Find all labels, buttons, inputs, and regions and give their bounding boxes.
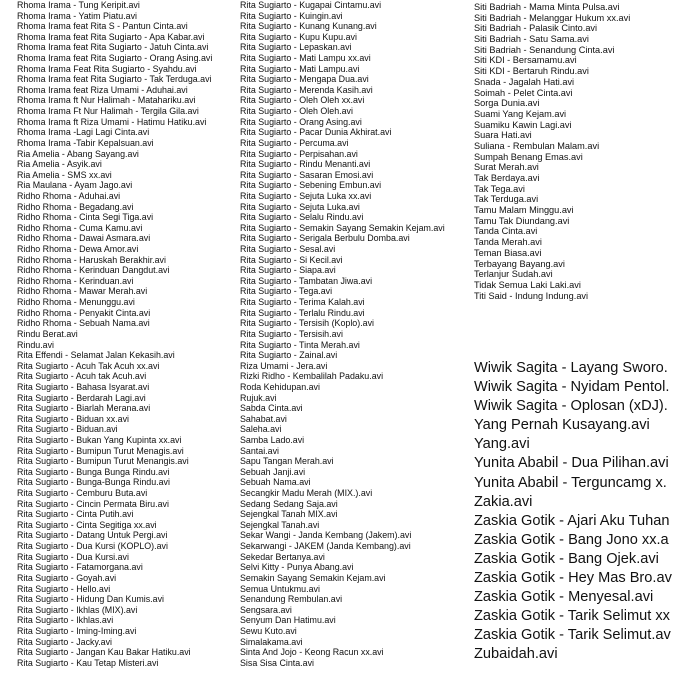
file-list-item[interactable]: Sedang Sedang Saja.avi <box>240 498 338 509</box>
file-list-item-large[interactable]: Wiwik Sagita - Nyidam Pentol. <box>474 379 670 396</box>
file-list-item[interactable]: Rhoma Irama Feat Rita Sugiarto - Syahdu.avi <box>17 63 197 74</box>
file-list-item[interactable]: Rita Sugiarto - Sesal.avi <box>240 244 336 255</box>
file-list-item[interactable]: Sumpah Benang Emas.avi <box>474 151 583 162</box>
file-list-item[interactable]: Rujuk.avi <box>240 392 277 403</box>
file-list-item[interactable]: Ria Maulana - Ayam Jago.avi <box>17 180 133 191</box>
file-list-item[interactable]: Rita Sugiarto - Hidung Dan Kumis.avi <box>17 594 164 605</box>
file-list-item[interactable]: Ridho Rhoma - Menunggu.avi <box>17 297 135 308</box>
file-list-item[interactable]: Tak Terduga.avi <box>474 194 539 205</box>
file-list-item[interactable]: Rita Sugiarto - Tambatan Jiwa.avi <box>240 275 373 286</box>
file-list-item[interactable]: Sewu Kuto.avi <box>240 625 297 636</box>
file-list-item[interactable]: Ridho Rhoma - Dawai Asmara.avi <box>17 233 151 244</box>
file-list-item[interactable]: Rita Sugiarto - Tega.avi <box>240 286 333 297</box>
file-list-item[interactable]: Suliana - Rembulan Malam.avi <box>474 140 600 151</box>
file-list-item[interactable]: Ridho Rhoma - Aduhai.avi <box>17 190 121 201</box>
file-list-item[interactable]: Rita Sugiarto - Kunang Kunang.avi <box>240 21 377 32</box>
file-list-item[interactable]: Rhoma Irama feat Rita S - Pantun Cinta.avi <box>17 21 188 32</box>
file-list-item[interactable]: Rita Sugiarto - Fatamorgana.avi <box>17 562 143 573</box>
file-list-item[interactable]: Rita Sugiarto - Siapa.avi <box>240 265 336 276</box>
file-list-item[interactable]: Rita Sugiarto - Bumipun Turut Menangis.avi <box>17 456 189 467</box>
file-list-item-large[interactable]: Zaskia Gotik - Tarik Selimut xx <box>474 608 670 625</box>
file-list-item[interactable]: Sekedar Bertanya.avi <box>240 551 325 562</box>
file-list-item[interactable]: Rita Sugiarto - Terima Kalah.avi <box>240 297 365 308</box>
file-list-item[interactable]: Rita Sugiarto - Kuingin.avi <box>240 10 343 21</box>
file-list-item-large[interactable]: Yunita Ababil - Dua Pilihan.avi <box>474 455 669 472</box>
file-list-item[interactable]: Tanda Cinta.avi <box>474 226 538 237</box>
file-list-item[interactable]: Sengsara.avi <box>240 604 292 615</box>
file-list-item[interactable]: Rita Sugiarto - Biarlah Merana.avi <box>17 403 151 414</box>
file-list-item[interactable]: Ridho Rhoma - Sebuah Nama.avi <box>17 318 150 329</box>
file-list-item-large[interactable]: Yang.avi <box>474 436 530 453</box>
file-list-item[interactable]: Rita Sugiarto - Lepaskan.avi <box>240 42 352 53</box>
file-list-item[interactable]: Rita Sugiarto - Cinta Putih.avi <box>17 509 134 520</box>
file-list-item[interactable]: Rita Sugiarto - Cincin Permata Biru.avi <box>17 498 169 509</box>
file-list-item[interactable]: Siti Badriah - Senandung Cinta.avi <box>474 44 615 55</box>
file-list-zoomed <box>474 359 700 665</box>
file-list-item[interactable]: Teman Biasa.avi <box>474 247 542 258</box>
file-list-item[interactable]: Rhoma Irama feat Rita Sugiarto - Orang Asing.avi <box>17 53 213 64</box>
file-list-item[interactable]: Rhoma Irama feat Rita Sugiarto - Apa Kabar.avi <box>17 31 205 42</box>
file-list-item[interactable]: Semua Untukmu.avi <box>240 583 320 594</box>
file-list-item-large[interactable]: Wiwik Sagita - Oplosan (xDJ). <box>474 398 668 415</box>
file-list-item[interactable]: Sebuah Janji.avi <box>240 466 306 477</box>
file-list-column-1 <box>17 0 232 668</box>
file-list-item[interactable]: Rita Sugiarto - Kau Tetap Misteri.avi <box>17 657 159 668</box>
file-list-item-large[interactable]: Zubaidah.avi <box>474 646 558 663</box>
file-list-item[interactable]: Rita Sugiarto - Semakin Sayang Semakin Kejam.avi <box>240 222 445 233</box>
file-list-column-3 <box>474 2 700 342</box>
file-list-item[interactable]: Titi Said - Indung Indung.avi <box>474 290 589 301</box>
file-list-item[interactable]: Rita Effendi - Selamat Jalan Kekasih.avi <box>17 350 175 361</box>
file-list-item[interactable]: Tanda Merah.avi <box>474 237 542 248</box>
file-list-item[interactable]: Rhoma Irama feat Rita Sugiarto - Tak Terduga.avi <box>17 74 212 85</box>
file-list-item[interactable]: Rindu Berat.avi <box>17 328 78 339</box>
file-list-item-large[interactable]: Zaskia Gotik - Hey Mas Bro.av <box>474 570 672 587</box>
file-list-item[interactable]: Sabda Cinta.avi <box>240 403 303 414</box>
file-list-item[interactable]: Roda Kehidupan.avi <box>240 381 320 392</box>
file-list-item[interactable]: Ria Amelia - SMS xx.avi <box>17 169 112 180</box>
file-list-item[interactable]: Senandung Rembulan.avi <box>240 594 343 605</box>
file-list-item[interactable]: Sebuah Nama.avi <box>240 477 311 488</box>
file-list-item[interactable]: Rhoma Irama ft Riza Umami - Hatimu Hatiku.avi <box>17 116 207 127</box>
file-list-item[interactable]: Rita Sugiarto - Oleh Oleh xx.avi <box>240 95 365 106</box>
file-list-item[interactable]: Rita Sugiarto - Sebening Embun.avi <box>240 180 382 191</box>
file-list-item[interactable]: Tidak Semua Laki Laki.avi <box>474 279 581 290</box>
file-list-item[interactable]: Rita Sugiarto - Biduan.avi <box>17 424 118 435</box>
file-list-item[interactable]: Rita Sugiarto - Acuh Tak Acuh xx.avi <box>17 360 160 371</box>
file-list-item[interactable]: Rita Sugiarto - Acuh tak Acuh.avi <box>17 371 147 382</box>
file-list-item[interactable]: Rita Sugiarto - Orang Asing.avi <box>240 116 362 127</box>
file-list-item[interactable]: Ridho Rhoma - Dewa Amor.avi <box>17 244 139 255</box>
file-list-item[interactable]: Rita Sugiarto - Sasaran Emosi.avi <box>240 169 374 180</box>
file-list-item[interactable]: Rita Sugiarto - Berdarah Lagi.avi <box>17 392 146 403</box>
file-list-item[interactable]: Sapu Tangan Merah.avi <box>240 456 334 467</box>
file-list-item[interactable]: Rita Sugiarto - Merenda Kasih.avi <box>240 84 373 95</box>
file-list-item[interactable]: Rita Sugiarto - Perpisahan.avi <box>240 148 358 159</box>
file-list-item[interactable]: Rita Sugiarto - Bunga-Bunga Rindu.avi <box>17 477 170 488</box>
file-list-item[interactable]: Rita Sugiarto - Cinta Segitiga xx.avi <box>17 519 157 530</box>
file-list-item[interactable]: Sisa Sisa Cinta.avi <box>240 657 314 668</box>
file-list-item[interactable]: Rita Sugiarto - Datang Untuk Pergi.avi <box>17 530 168 541</box>
file-list-item[interactable]: Rita Sugiarto - Ikhlas (MIX).avi <box>17 604 138 615</box>
file-list-item[interactable]: Rita Sugiarto - Dua Kursi (KOPLO).avi <box>17 541 168 552</box>
file-list-item[interactable]: Ridho Rhoma - Kerinduan.avi <box>17 275 134 286</box>
file-list-column-2 <box>240 0 472 668</box>
file-list-item[interactable]: Sejengkal Tanah MIX.avi <box>240 509 338 520</box>
file-list-item[interactable]: Rita Sugiarto - Goyah.avi <box>17 572 117 583</box>
file-list-item[interactable]: Sekarwangi - JAKEM (Janda Kembang).avi <box>240 541 411 552</box>
file-list-item[interactable]: Rita Sugiarto - Bukan Yang Kupinta xx.avi <box>17 434 182 445</box>
file-list-item[interactable]: Rita Sugiarto - Oleh Oleh.avi <box>240 106 353 117</box>
file-list-item[interactable]: Rita Sugiarto - Si Kecil.avi <box>240 254 343 265</box>
file-list-item[interactable]: Ridho Rhoma - Penyakit Cinta.avi <box>17 307 151 318</box>
file-list-item[interactable]: Rita Sugiarto - Serigala Berbulu Domba.avi <box>240 233 410 244</box>
file-list-item[interactable]: Rita Sugiarto - Sejuta Luka.avi <box>240 201 360 212</box>
file-list-item[interactable]: Sorga Dunia.avi <box>474 98 540 109</box>
file-list-item-large[interactable]: Wiwik Sagita - Layang Sworo. <box>474 360 668 376</box>
file-list-item[interactable]: Riza Umami - Jera.avi <box>240 360 328 371</box>
file-list-item[interactable]: Ria Amelia - Abang Sayang.avi <box>17 148 139 159</box>
file-list-item[interactable]: Rita Sugiarto - Percuma.avi <box>240 137 349 148</box>
file-list-item[interactable]: Rita Sugiarto - Biduan xx.avi <box>17 413 129 424</box>
file-list-item[interactable]: Secangkir Madu Merah (MIX.).avi <box>240 488 373 499</box>
file-list-item[interactable]: Rita Sugiarto - Tersisih.avi <box>240 328 343 339</box>
file-list-item[interactable]: Rita Sugiarto - Bumipun Turut Menagis.avi <box>17 445 184 456</box>
file-list-item[interactable]: Samba Lado.avi <box>240 434 305 445</box>
file-list-item[interactable]: Tak Tega.avi <box>474 183 525 194</box>
file-list-item[interactable]: Siti Badriah - Palasik Cinto.avi <box>474 23 598 34</box>
file-list-item[interactable]: Rita Sugiarto - Tinta Merah.avi <box>240 339 360 350</box>
file-list-item[interactable]: Rhoma Irama -Lagi Lagi Cinta.avi <box>17 127 150 138</box>
file-list-item[interactable]: Tak Berdaya.avi <box>474 173 540 183</box>
file-list-item-large[interactable]: Zaskia Gotik - Ajari Aku Tuhan <box>474 512 670 529</box>
file-list-item-large[interactable]: Yunita Ababil - Terguncamg x. <box>474 474 667 491</box>
file-list-item[interactable]: Rita Sugiarto - Iming-Iming.avi <box>17 625 137 636</box>
file-list-item[interactable]: Rita Sugiarto - Terlalu Rindu.avi <box>240 307 365 318</box>
file-list-item[interactable]: Siti KDI - Bertaruh Rindu.avi <box>474 66 589 77</box>
file-list-item[interactable]: Rita Sugiarto - Mengapa Dua.avi <box>240 74 369 85</box>
file-list-item[interactable]: Ridho Rhoma - Begadang.avi <box>17 201 134 212</box>
file-list-item[interactable]: Rhoma Irama Ft Nur Halimah - Tergila Gila.avi <box>17 106 199 117</box>
file-list-item[interactable]: Rita Sugiarto - Pacar Dunia Akhirat.avi <box>240 127 392 138</box>
file-list-item[interactable]: Ria Amelia - Asyik.avi <box>17 159 102 170</box>
file-list-item[interactable]: Siti KDI - Bersamamu.avi <box>474 55 577 66</box>
file-list-item[interactable]: Rita Sugiarto - Jacky.avi <box>17 636 113 647</box>
file-list-item[interactable]: Suamiku Kawin Lagi.avi <box>474 119 572 130</box>
file-list-item-large[interactable]: Zaskia Gotik - Menyesal.avi <box>474 589 654 606</box>
file-list-item[interactable]: Suara Hati.avi <box>474 130 532 141</box>
file-list-item[interactable]: Rita Sugiarto - Ikhlas.avi <box>17 615 114 626</box>
file-list-item[interactable]: Rita Sugiarto - Tersisih (Koplo).avi <box>240 318 374 329</box>
file-list-item[interactable]: Ridho Rhoma - Cuma Kamu.avi <box>17 222 143 233</box>
file-list-item[interactable]: Semakin Sayang Semakin Kejam.avi <box>240 572 386 583</box>
file-list-item[interactable]: Suami Yang Kejam.avi <box>474 108 567 119</box>
file-list-item[interactable]: Rita Sugiarto - Cemburu Buta.avi <box>17 488 148 499</box>
file-list-item[interactable]: Sahabat.avi <box>240 413 287 424</box>
file-list-item[interactable]: Terlanjur Sudah.avi <box>474 269 553 280</box>
file-list-item[interactable]: Tamu Tak Diundang.avi <box>474 215 570 226</box>
file-list-item[interactable]: Sinta And Jojo - Keong Racun xx.avi <box>240 647 384 658</box>
file-list-item[interactable]: Rita Sugiarto - Hello.avi <box>17 583 111 594</box>
file-list-item[interactable]: Rita Sugiarto - Jangan Kau Bakar Hatiku.avi <box>17 647 191 658</box>
file-list-item[interactable]: Rita Sugiarto - Bunga Bunga Rindu.avi <box>17 466 170 477</box>
file-list-item[interactable]: Sekar Wangi - Janda Kembang (Jakem).avi <box>240 530 412 541</box>
file-list-item[interactable]: Rita Sugiarto - Zainal.avi <box>240 350 338 361</box>
file-list-item-large[interactable]: Zaskia Gotik - Bang Jono xx.a <box>474 531 669 548</box>
file-list-item-large[interactable]: Yang Pernah Kusayang.avi <box>474 417 650 434</box>
file-list-item[interactable]: Rhoma Irama feat Riza Umami - Aduhai.avi <box>17 84 188 95</box>
file-list-item[interactable]: Simalakama.avi <box>240 636 303 647</box>
file-list-item-large[interactable]: Zaskia Gotik - Tarik Selimut.av <box>474 627 671 644</box>
file-list-item[interactable]: Rita Sugiarto - Mati Lampu.avi <box>240 63 360 74</box>
file-list-item[interactable]: Tamu Malam Minggu.avi <box>474 205 574 216</box>
file-list-item[interactable]: Rizki Ridho - Kembalilah Padaku.avi <box>240 371 384 382</box>
file-list-item[interactable]: Rita Sugiarto - Bahasa Isyarat.avi <box>17 381 150 392</box>
file-list-item[interactable]: Soimah - Pelet Cinta.avi <box>474 87 573 98</box>
file-list-item[interactable]: Rita Sugiarto - Rindu Menanti.avi <box>240 159 371 170</box>
file-list-item[interactable]: Rita Sugiarto - Kupu Kupu.avi <box>240 31 357 42</box>
file-list-item-large[interactable]: Zaskia Gotik - Bang Ojek.avi <box>474 550 659 567</box>
file-list-item[interactable]: Rita Sugiarto - Kugapai Cintamu.avi <box>240 0 382 10</box>
file-list-item[interactable]: Rhoma Irama feat Rita Sugiarto - Jatuh Cinta.avi <box>17 42 209 53</box>
file-list-item-large[interactable]: Zakia.avi <box>474 493 533 510</box>
file-list-item[interactable]: Siti Badriah - Mama Minta Pulsa.avi <box>474 2 620 12</box>
file-list-item[interactable]: Surat Merah.avi <box>474 162 539 173</box>
file-list-item[interactable]: Selvi Kitty - Punya Abang.avi <box>240 562 354 573</box>
file-list-item[interactable]: Rhoma Irama ft Nur Halimah - Matahariku.avi <box>17 95 196 106</box>
file-list-item[interactable]: Rita Sugiarto - Dua Kursi.avi <box>17 551 129 562</box>
file-list-item[interactable]: Siti Badriah - Satu Sama.avi <box>474 34 589 45</box>
file-list-item[interactable]: Rita Sugiarto - Selalu Rindu.avi <box>240 212 364 223</box>
file-list-item[interactable]: Sejengkal Tanah.avi <box>240 519 320 530</box>
file-list-item[interactable]: Siti Badriah - Melanggar Hukum xx.avi <box>474 12 631 23</box>
file-list-item[interactable]: Saleha.avi <box>240 424 282 435</box>
file-list-item[interactable]: Rita Sugiarto - Mati Lampu xx.avi <box>240 53 371 64</box>
file-list-item[interactable]: Ridho Rhoma - Mawar Merah.avi <box>17 286 148 297</box>
file-list-item[interactable]: Ridho Rhoma - Cinta Segi Tiga.avi <box>17 212 154 223</box>
file-list-item[interactable]: Rhoma Irama - Tung Keripit.avi <box>17 0 140 10</box>
file-list-item[interactable]: Rindu.avi <box>17 339 54 350</box>
file-list-item[interactable]: Snada - Jagalah Hati.avi <box>474 76 575 87</box>
file-list-item[interactable]: Rhoma Irama - Yatim Piatu.avi <box>17 10 138 21</box>
file-list-item[interactable]: Santai.avi <box>240 445 279 456</box>
file-list-item[interactable]: Ridho Rhoma - Haruskah Berakhir.avi <box>17 254 166 265</box>
file-list-item[interactable]: Terbayang Bayang.avi <box>474 258 565 269</box>
file-list-item[interactable]: Rhoma Irama -Tabir Kepalsuan.avi <box>17 137 154 148</box>
file-list-item[interactable]: Senyum Dan Hatimu.avi <box>240 615 336 626</box>
file-list-item[interactable]: Ridho Rhoma - Kerinduan Dangdut.avi <box>17 265 170 276</box>
file-list-item[interactable]: Rita Sugiarto - Sejuta Luka xx.avi <box>240 190 372 201</box>
